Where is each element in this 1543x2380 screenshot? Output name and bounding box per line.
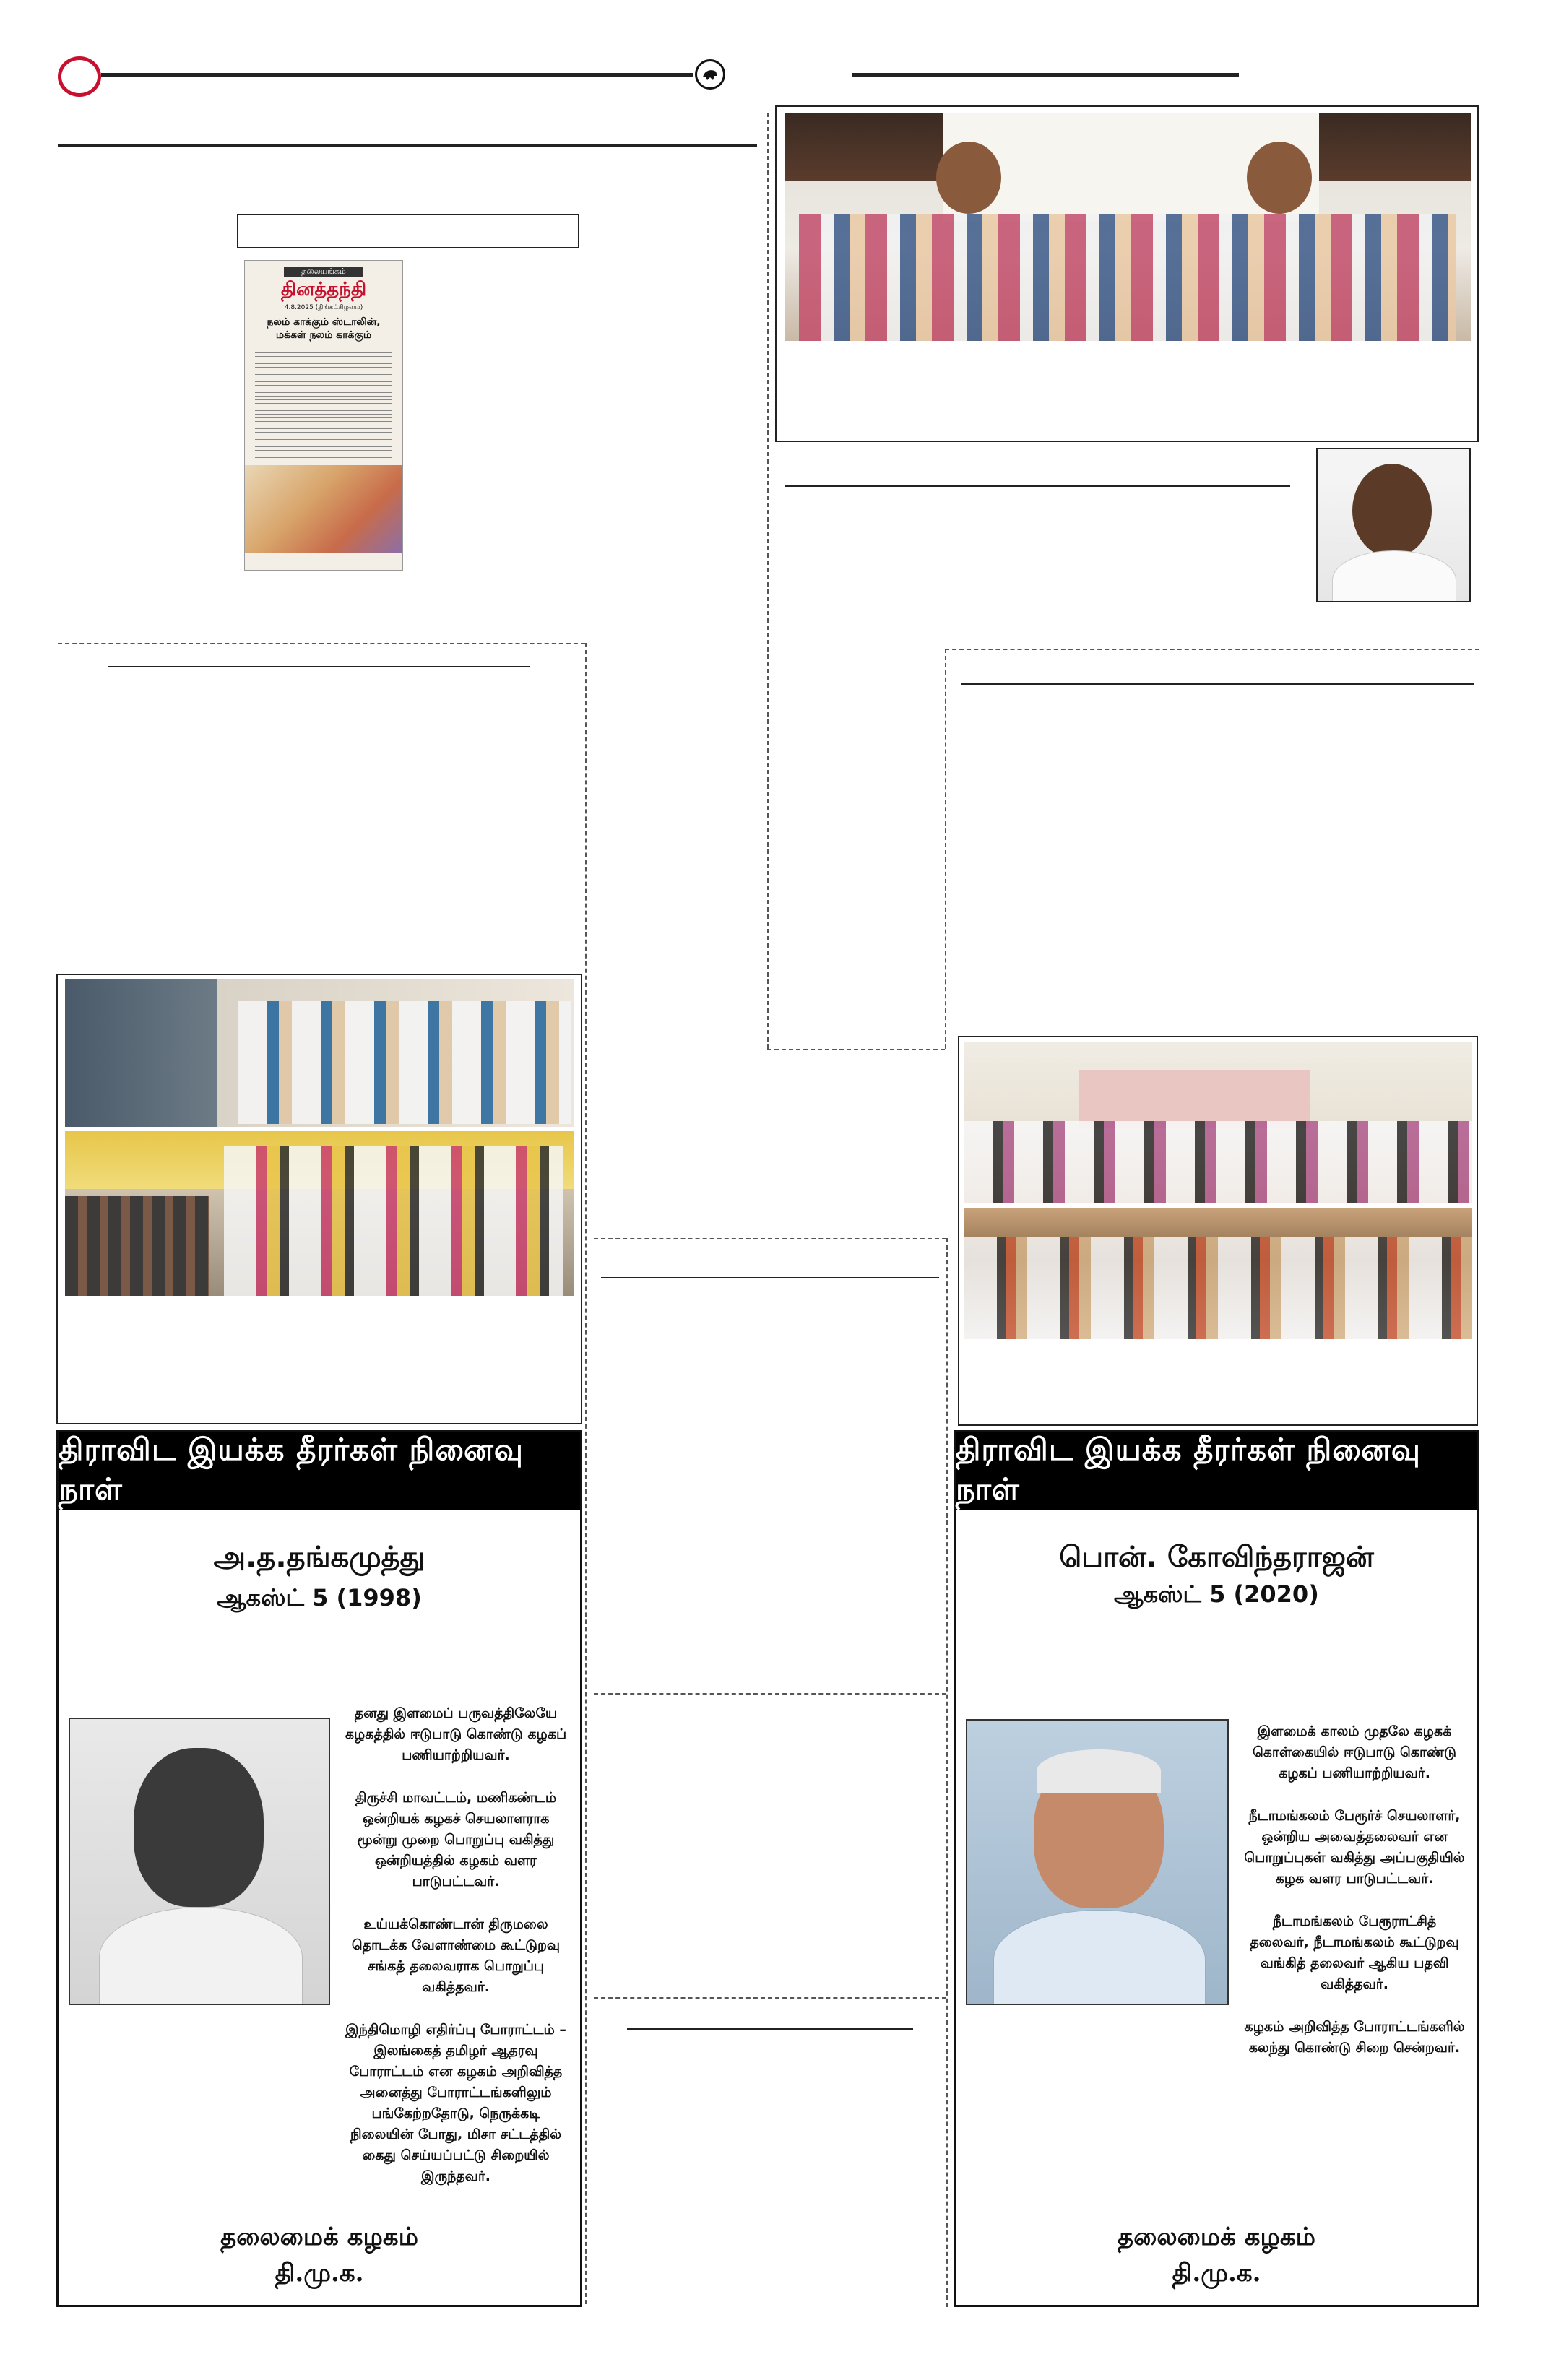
tribute-date: ஆகஸ்ட் 5 (1998) <box>217 1584 422 1611</box>
bio-paragraph: கழகம் அறிவித்த போராட்டங்களில் கலந்து கொண்டு சிறை சென்றவர். <box>1244 2019 1465 2056</box>
tribute-person-name: அ.த.தங்கமுத்து <box>213 1541 425 1574</box>
center-dashed-1 <box>594 1238 946 1239</box>
page-number-circle <box>58 56 101 97</box>
left-column-rule <box>58 144 757 147</box>
bio-paragraph: நீடாமங்கலம் பேரூராட்சித் தலைவர், நீடாமங்கலம் கூட்டுறவு வங்கித் தலைவர் ஆகிய பதவி வகித்தவர். <box>1250 1913 1459 1992</box>
portrait-photo <box>1316 448 1471 602</box>
signature-line-2: தி.மு.க. <box>275 2259 364 2288</box>
signature-line-1: தலைமைக் கழகம் <box>220 2223 418 2251</box>
center-dashed-2 <box>594 1693 946 1695</box>
tribute-box-left <box>56 1430 582 2307</box>
header-rule-right <box>852 73 1239 77</box>
meeting-photo-top <box>964 1042 1472 1203</box>
clipping-masthead: தினத்தந்தி <box>280 279 367 300</box>
signature-line-1: தலைமைக் கழகம் <box>1118 2223 1315 2251</box>
party-emblem-icon <box>695 59 725 90</box>
signature-line-2: தி.மு.க. <box>1172 2259 1261 2288</box>
tribute-bio <box>1242 1721 1467 2080</box>
clipping-caption-box <box>237 214 579 248</box>
clipping-headline-2: மக்கள் நலம் காக்கும் <box>275 329 372 341</box>
left-section-rule <box>108 666 530 667</box>
tribute-portrait <box>69 1718 330 2005</box>
tribute-date: ஆகஸ்ட் 5 (2020) <box>1114 1580 1319 1608</box>
right-column-dashed-edge <box>767 113 769 1049</box>
clipping-label: தலையங்கம் <box>284 267 363 277</box>
clipping-body-text <box>255 350 392 458</box>
bio-paragraph: நீடாமங்கலம் பேரூர்ச் செயலாளர், ஒன்றிய அவைத்தலைவர் என பொறுப்புகள் வகித்து அப்பகுதியில் கழக வளர பாடுபட்டவர். <box>1244 1808 1465 1887</box>
bio-paragraph: உய்யக்கொண்டான் திருமலை தொடக்க வேளாண்மை கூட்டுறவு சங்கத் தலைவராக பொறுப்பு வகித்தவர். <box>351 1916 561 1995</box>
mid-dashed-divider <box>767 1049 945 1050</box>
school-visit-photo-top <box>65 979 574 1127</box>
newspaper-clipping <box>244 260 403 571</box>
left-column-dashed-edge <box>585 643 587 2304</box>
meeting-photo-bottom <box>964 1208 1472 1339</box>
center-rule-2 <box>627 2028 913 2030</box>
right-section-rule <box>961 683 1474 685</box>
tribute-bio <box>342 1703 570 2209</box>
award-ceremony-photo <box>785 113 1471 341</box>
clipping-cartoon <box>245 465 402 553</box>
tribute-portrait <box>966 1719 1229 2005</box>
right-box-dashed-edge <box>945 649 946 1049</box>
tribute-box-right <box>954 1430 1479 2307</box>
center-right-edge <box>946 1238 948 2307</box>
left-dashed-divider <box>58 643 585 644</box>
sub-rule <box>785 485 1290 487</box>
bio-paragraph: இளமைக் காலம் முதலே கழகக் கொள்கையில் ஈடுபாடு கொண்டு கழகப் பணியாற்றியவர். <box>1252 1723 1457 1781</box>
center-rule-1 <box>601 1277 939 1278</box>
header-rule <box>101 73 693 77</box>
school-visit-photo-bottom <box>65 1131 574 1296</box>
bio-paragraph: இந்திமொழி எதிர்ப்பு போராட்டம் – இலங்கைத் தமிழர் ஆதரவு போராட்டம் என கழகம் அறிவித்த அனைத்து போராட்டங்களிலும் பங்கேற்றதோடு, நெருக்கடி நிலையின் போது, மிசா சட்டத்தில் கைது செய்யப்பட்டு சிறையில் இருந்தவர். <box>345 2022 566 2184</box>
bio-paragraph: தனது இளமைப் பருவத்திலேயே கழகத்தில் ஈடுபாடு கொண்டு கழகப் பணியாற்றியவர். <box>345 1705 567 1763</box>
clipping-date: 4.8.2025 (திங்கட்கிழமை) <box>284 304 363 311</box>
tribute-person-name: பொன். கோவிந்தராஜன் <box>1059 1541 1374 1574</box>
right-dashed-divider <box>945 649 1479 650</box>
clipping-headline-1: நலம் காக்கும் ஸ்டாலின், <box>267 316 381 328</box>
center-dashed-3 <box>594 1997 946 1999</box>
tribute-banner: திராவிட இயக்க தீரர்கள் நினைவு நாள் <box>956 1432 1477 1510</box>
tribute-banner: திராவிட இயக்க தீரர்கள் நினைவு நாள் <box>59 1432 580 1510</box>
bio-paragraph: திருச்சி மாவட்டம், மணிகண்டம் ஒன்றியக் கழகச் செயலாளராக மூன்று முறை பொறுப்பு வகித்து ஒன்றியத்தில் கழகம் வளர பாடுபட்டவர். <box>355 1790 557 1890</box>
